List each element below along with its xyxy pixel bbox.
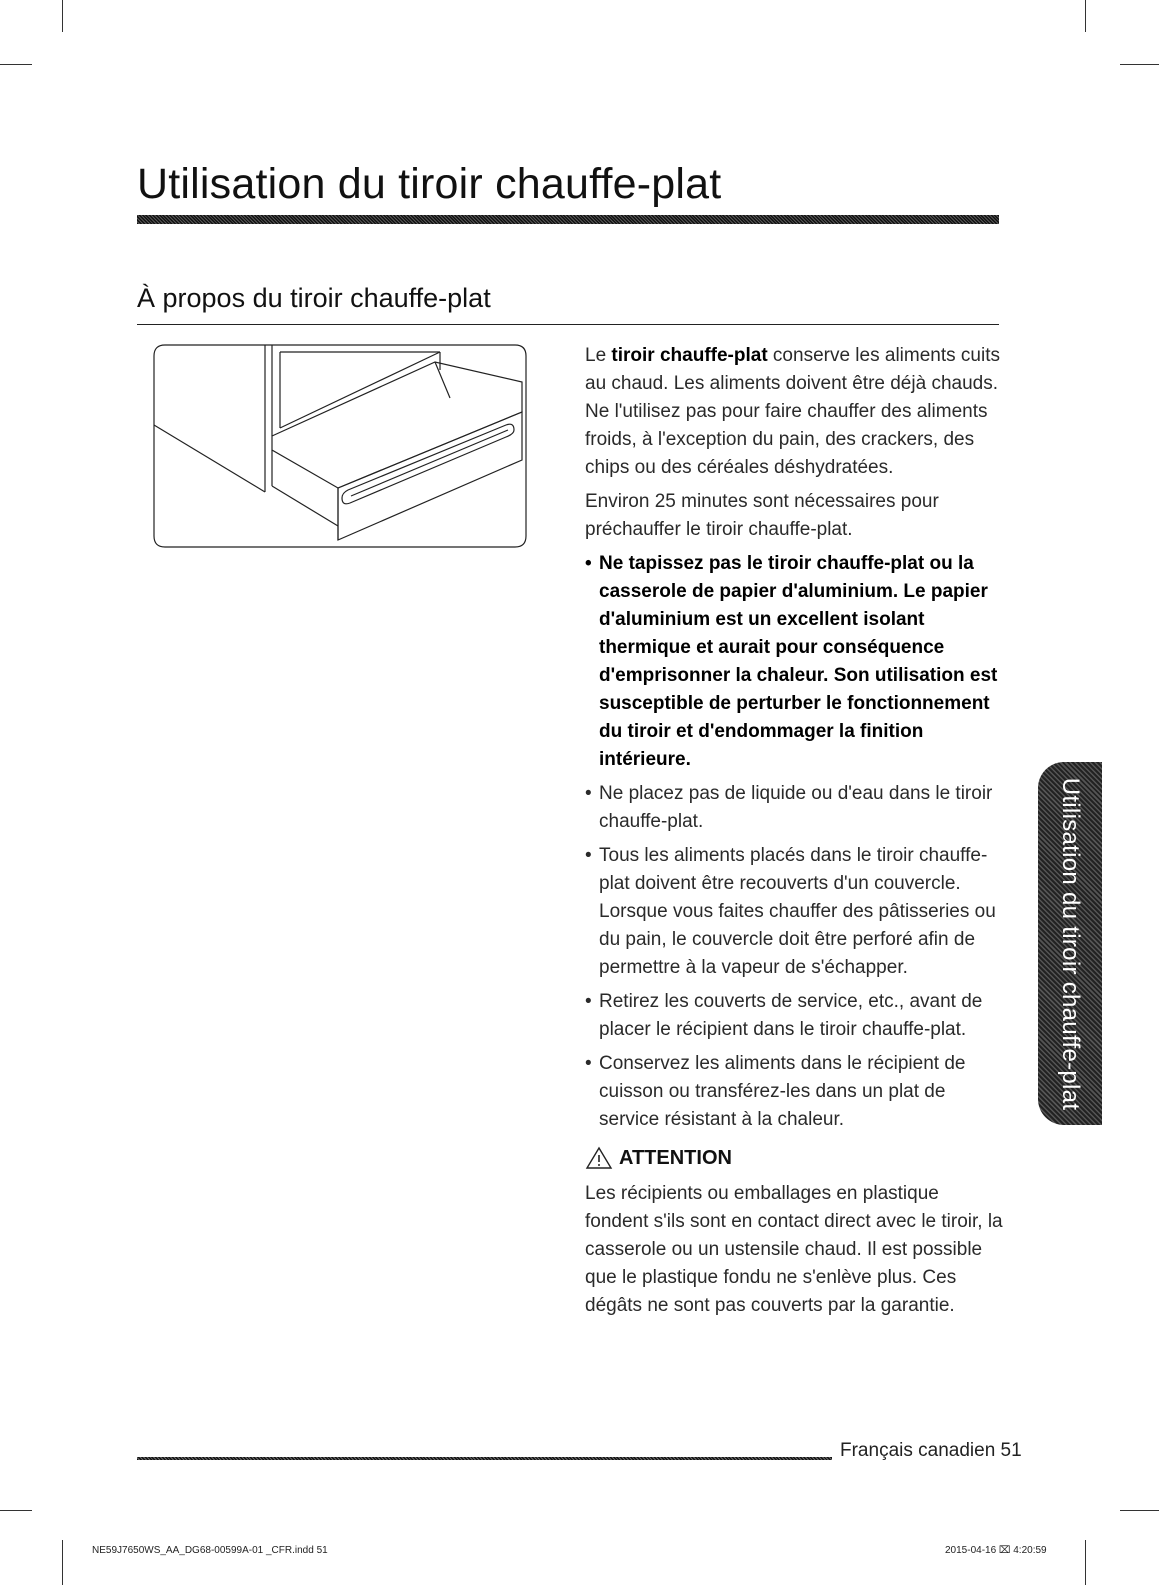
crop-mark xyxy=(1085,0,1086,32)
footer-rule xyxy=(137,1457,832,1460)
page-title: Utilisation du tiroir chauffe-plat xyxy=(137,160,722,208)
list-item: • Retirez les couverts de service, etc., avant de placer le récipient dans le tiroir chauffe-plat. xyxy=(585,988,1005,1044)
list-item: • Ne placez pas de liquide ou d'eau dans le tiroir chauffe-plat. xyxy=(585,780,1005,836)
section-rule xyxy=(137,324,999,325)
title-rule xyxy=(137,215,999,224)
intro-text: conserve les aliments cuits au chaud. Les aliments doivent être déjà chauds. Ne l'utilisez pas pour faire chauffer des aliments froids, à l'exception du pain, des crackers, des chips ou des céréales déshydratées. xyxy=(585,345,1000,478)
section-content xyxy=(585,342,1005,1326)
crop-mark xyxy=(62,1540,63,1585)
crop-mark xyxy=(1120,64,1159,65)
intro-paragraph xyxy=(585,342,1005,482)
chapter-side-tab xyxy=(1038,762,1102,1125)
crop-mark xyxy=(0,64,32,65)
intro-prefix: Le xyxy=(585,345,612,366)
crop-mark xyxy=(1085,1540,1086,1585)
list-item: • Ne tapissez pas le tiroir chauffe-plat ou la casserole de papier d'aluminium. Le papier d'aluminium est un excellent isolant thermique et aurait pour conséquence d'emprisonner la chaleur. Son utilisation est susceptible de perturber le fonctionnement du tiroir et d'endommager la finition intérieure. xyxy=(585,550,1005,774)
section-title: À propos du tiroir chauffe-plat xyxy=(137,283,491,313)
list-item: • Conservez les aliments dans le récipient de cuisson ou transférez-les dans un plat de service résistant à la chaleur. xyxy=(585,1050,1005,1134)
warning-triangle-icon xyxy=(585,1146,613,1170)
instruction-list xyxy=(585,550,1005,1134)
crop-mark xyxy=(1120,1510,1159,1511)
list-item: • Tous les aliments placés dans le tiroir chauffe-plat doivent être recouverts d'un couvercle. Lorsque vous faites chauffer des pâtisseries ou du pain, le couvercle doit être perforé afin de permettre à la vapeur de s'échapper. xyxy=(585,842,1005,982)
caution-heading xyxy=(585,1144,1005,1172)
caution-heading-text: ATTENTION xyxy=(619,1147,732,1169)
caution-text: Les récipients ou emballages en plastique fondent s'ils sont en contact direct avec le tiroir, la casserole ou un ustensile chaud. Il est possible que le plastique fondu ne s'enlève plus. Ces dégâts ne sont pas couverts par la garantie. xyxy=(585,1183,1003,1316)
crop-mark xyxy=(0,1510,32,1511)
warming-drawer-illustration xyxy=(150,340,530,555)
preheat-paragraph: Environ 25 minutes sont nécessaires pour préchauffer le tiroir chauffe-plat. xyxy=(585,491,939,540)
print-file-info: NE59J7650WS_AA_DG68-00599A-01 _CFR.indd 51 xyxy=(92,1545,328,1556)
print-date-info: 2015-04-16 ⌧ 4:20:59 xyxy=(945,1545,1047,1556)
chapter-side-tab-label: Utilisation du tiroir chauffe-plat xyxy=(1057,777,1084,1110)
intro-bold-term: tiroir chauffe-plat xyxy=(611,345,768,366)
crop-mark xyxy=(62,0,63,32)
page-number: Français canadien 51 xyxy=(840,1440,1022,1461)
